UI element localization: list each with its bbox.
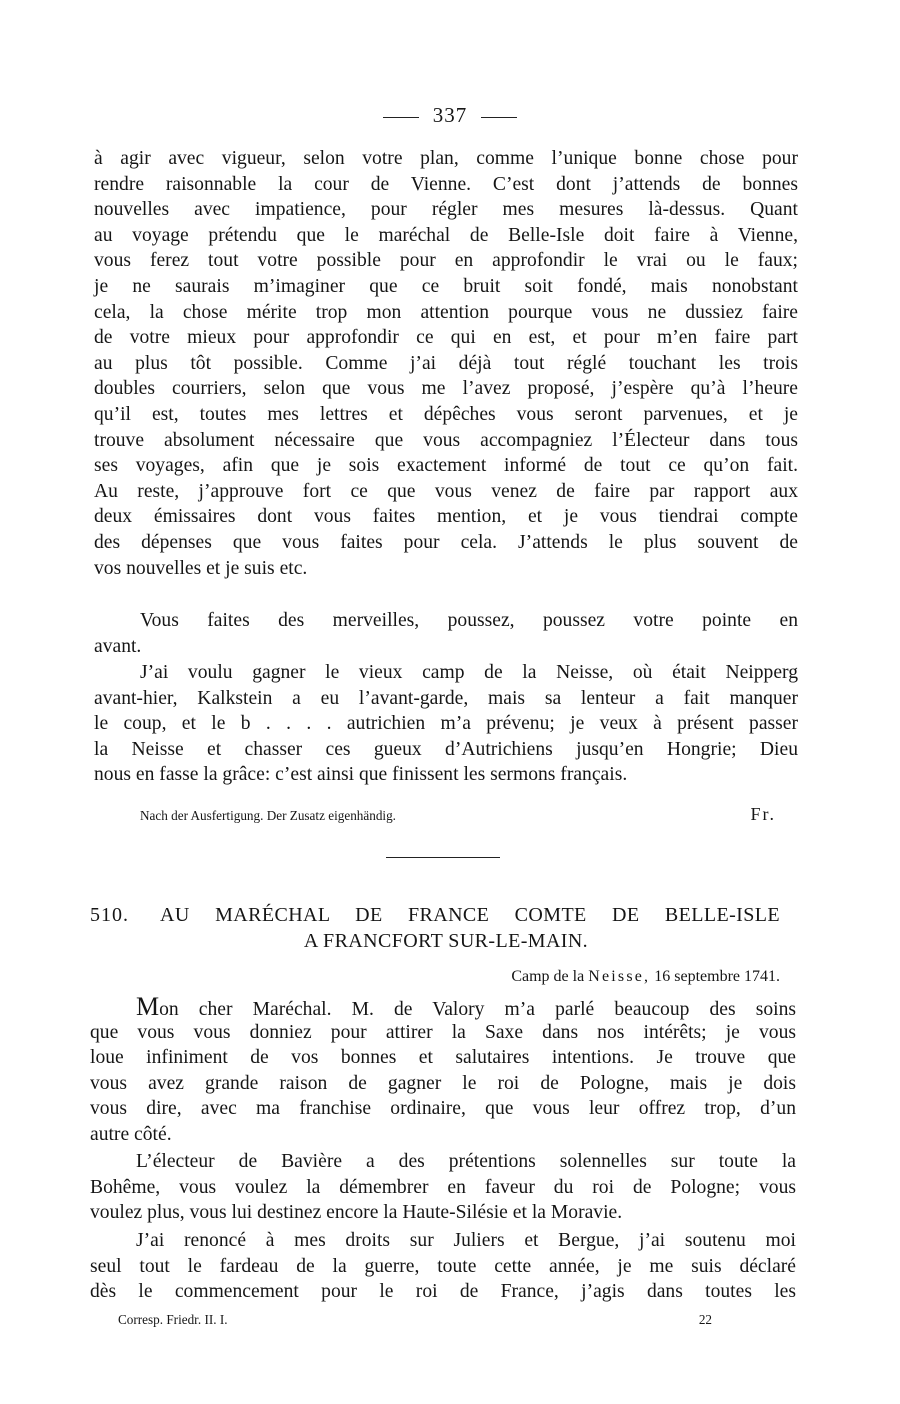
page-footer bbox=[118, 1310, 712, 1330]
text-line: J’ai voulu gagner le vieux camp de la Neisse, où était Neipperg bbox=[140, 662, 798, 683]
section-divider bbox=[386, 857, 500, 858]
text-line: qu’il est, toutes mes lettres et dépêches vous seront parvenues, et je bbox=[94, 403, 798, 425]
text-line: doubles courriers, selon que vous me l’avez proposé, j’espère qu’à l’heure bbox=[94, 378, 798, 400]
letter-paragraph-3 bbox=[90, 1228, 796, 1305]
text-line: nous en fasse la grâce: c’est ainsi que finissent les sermons français. bbox=[94, 764, 628, 786]
dateline-date: 16 septembre 1741. bbox=[654, 968, 780, 985]
text-line: Vous faites des merveilles, poussez, poussez votre pointe en bbox=[140, 610, 798, 631]
footer-signature: 22 bbox=[698, 1312, 712, 1327]
source-note-row bbox=[140, 806, 776, 826]
text-line: rendre raisonnable la cour de Vienne. C’est dont j’attends de bonnes bbox=[94, 173, 798, 195]
text-line bbox=[90, 994, 796, 1020]
text-line: au voyage prétendu que le maréchal de Belle-Isle doit faire à Vienne, bbox=[94, 224, 798, 246]
signature: Fr. bbox=[750, 804, 776, 824]
text-line: au plus tôt possible. Comme j’ai déjà tout réglé touchant les trois bbox=[94, 352, 798, 374]
postscript-paragraph-1 bbox=[94, 608, 798, 659]
heading-line-2: A FRANCFORT SUR-LE-MAIN. bbox=[303, 930, 589, 952]
text-line: des dépenses que vous faites pour cela. J’attends le plus souvent de bbox=[94, 531, 798, 553]
text-line: ses voyages, afin que je sois exactement informé de tout ce qu’on fait. bbox=[94, 455, 798, 477]
page-number bbox=[0, 103, 900, 128]
text-line: je ne saurais m’imaginer que ce bruit soit fondé, mais nonobstant bbox=[94, 275, 798, 297]
text-line: vous dire, avec ma franchise ordinaire, que vous leur offrez trop, d’un bbox=[90, 1098, 796, 1120]
text-line: vous avez grande raison de gagner le roi de Pologne, mais je dois bbox=[90, 1072, 796, 1094]
text-line: cela, la chose mérite trop mon attention pourque vous ne dussiez faire bbox=[94, 301, 798, 323]
text-line: de votre mieux pour approfondir ce qui en est, et pour m’en faire part bbox=[94, 327, 798, 349]
letter-paragraph-1 bbox=[90, 994, 796, 1148]
dateline bbox=[511, 966, 780, 988]
text-line: seul tout le fardeau de la guerre, toute cette année, je me suis déclaré bbox=[90, 1255, 796, 1277]
text-line: L’électeur de Bavière a des prétentions solennelles sur toute la bbox=[136, 1151, 796, 1172]
footer-reference: Corresp. Friedr. II. I. bbox=[118, 1312, 228, 1327]
postscript-paragraph-2 bbox=[94, 660, 798, 788]
text-line: avant-hier, Kalkstein a eu l’avant-garde, mais sa lenteur a fait manquer bbox=[94, 687, 798, 709]
text-line: la Neisse et chasser ces gueux d’Autrichiens jusqu’en Hongrie; Dieu bbox=[94, 738, 798, 760]
letter-paragraph-2 bbox=[90, 1149, 796, 1226]
dateline-place: Neisse, bbox=[588, 968, 651, 985]
text-line: que vous vous donniez pour attirer la Saxe dans nos intérêts; je vous bbox=[90, 1021, 796, 1043]
text-line: nouvelles avec impatience, pour régler mes mesures là-dessus. Quant bbox=[94, 199, 798, 221]
text-line: vous ferez tout votre possible pour en approfondir le vrai ou le faux; bbox=[94, 250, 798, 272]
source-note: Nach der Ausfertigung. Der Zusatz eigenhändig. bbox=[140, 808, 396, 823]
dateline-prefix: Camp de la bbox=[511, 968, 585, 985]
text-line: Au reste, j’approuve fort ce que vous venez de faire par rapport aux bbox=[94, 480, 798, 502]
page-number-text: 337 bbox=[432, 103, 468, 127]
text-line: voulez plus, vous lui destinez encore la Haute-Silésie et la Moravie. bbox=[90, 1202, 623, 1224]
page-number-dash-right bbox=[481, 117, 517, 118]
letter-number: 510. bbox=[90, 904, 129, 926]
heading-line-1: AU MARÉCHAL DE FRANCE COMTE DE BELLE-ISLE bbox=[160, 904, 780, 926]
text-line: J’ai renoncé à mes droits sur Juliers et Bergue, j’ai soutenu moi bbox=[136, 1230, 796, 1251]
text-line: avant. bbox=[94, 635, 142, 657]
text-line: le coup, et le b . . . . autrichien m’a prévenu; je veux à présent passer bbox=[94, 713, 798, 735]
salutation-rest: on cher Maréchal. M. de Valory m’a parlé beaucoup des soins bbox=[159, 999, 796, 1020]
text-line: vos nouvelles et je suis etc. bbox=[94, 557, 308, 579]
page-number-dash-left bbox=[383, 117, 419, 118]
text-line: trouve absolument nécessaire que vous accompagniez l’Électeur dans tous bbox=[94, 429, 798, 451]
salutation-initial: M bbox=[136, 992, 160, 1021]
text-line: loue infiniment de vos bonnes et salutaires intentions. Je trouve que bbox=[90, 1047, 796, 1069]
text-line: Bohême, vous voulez la démembrer en faveur du roi de Pologne; vous bbox=[90, 1176, 796, 1198]
letter-continuation bbox=[94, 146, 798, 581]
text-line: autre côté. bbox=[90, 1123, 172, 1145]
text-line: deux émissaires dont vous faites mention, et je vous tiendrai compte bbox=[94, 506, 798, 528]
text-line: à agir avec vigueur, selon votre plan, comme l’unique bonne chose pour bbox=[94, 148, 798, 169]
text-line: dès le commencement pour le roi de France, j’agis dans toutes les bbox=[90, 1281, 796, 1303]
